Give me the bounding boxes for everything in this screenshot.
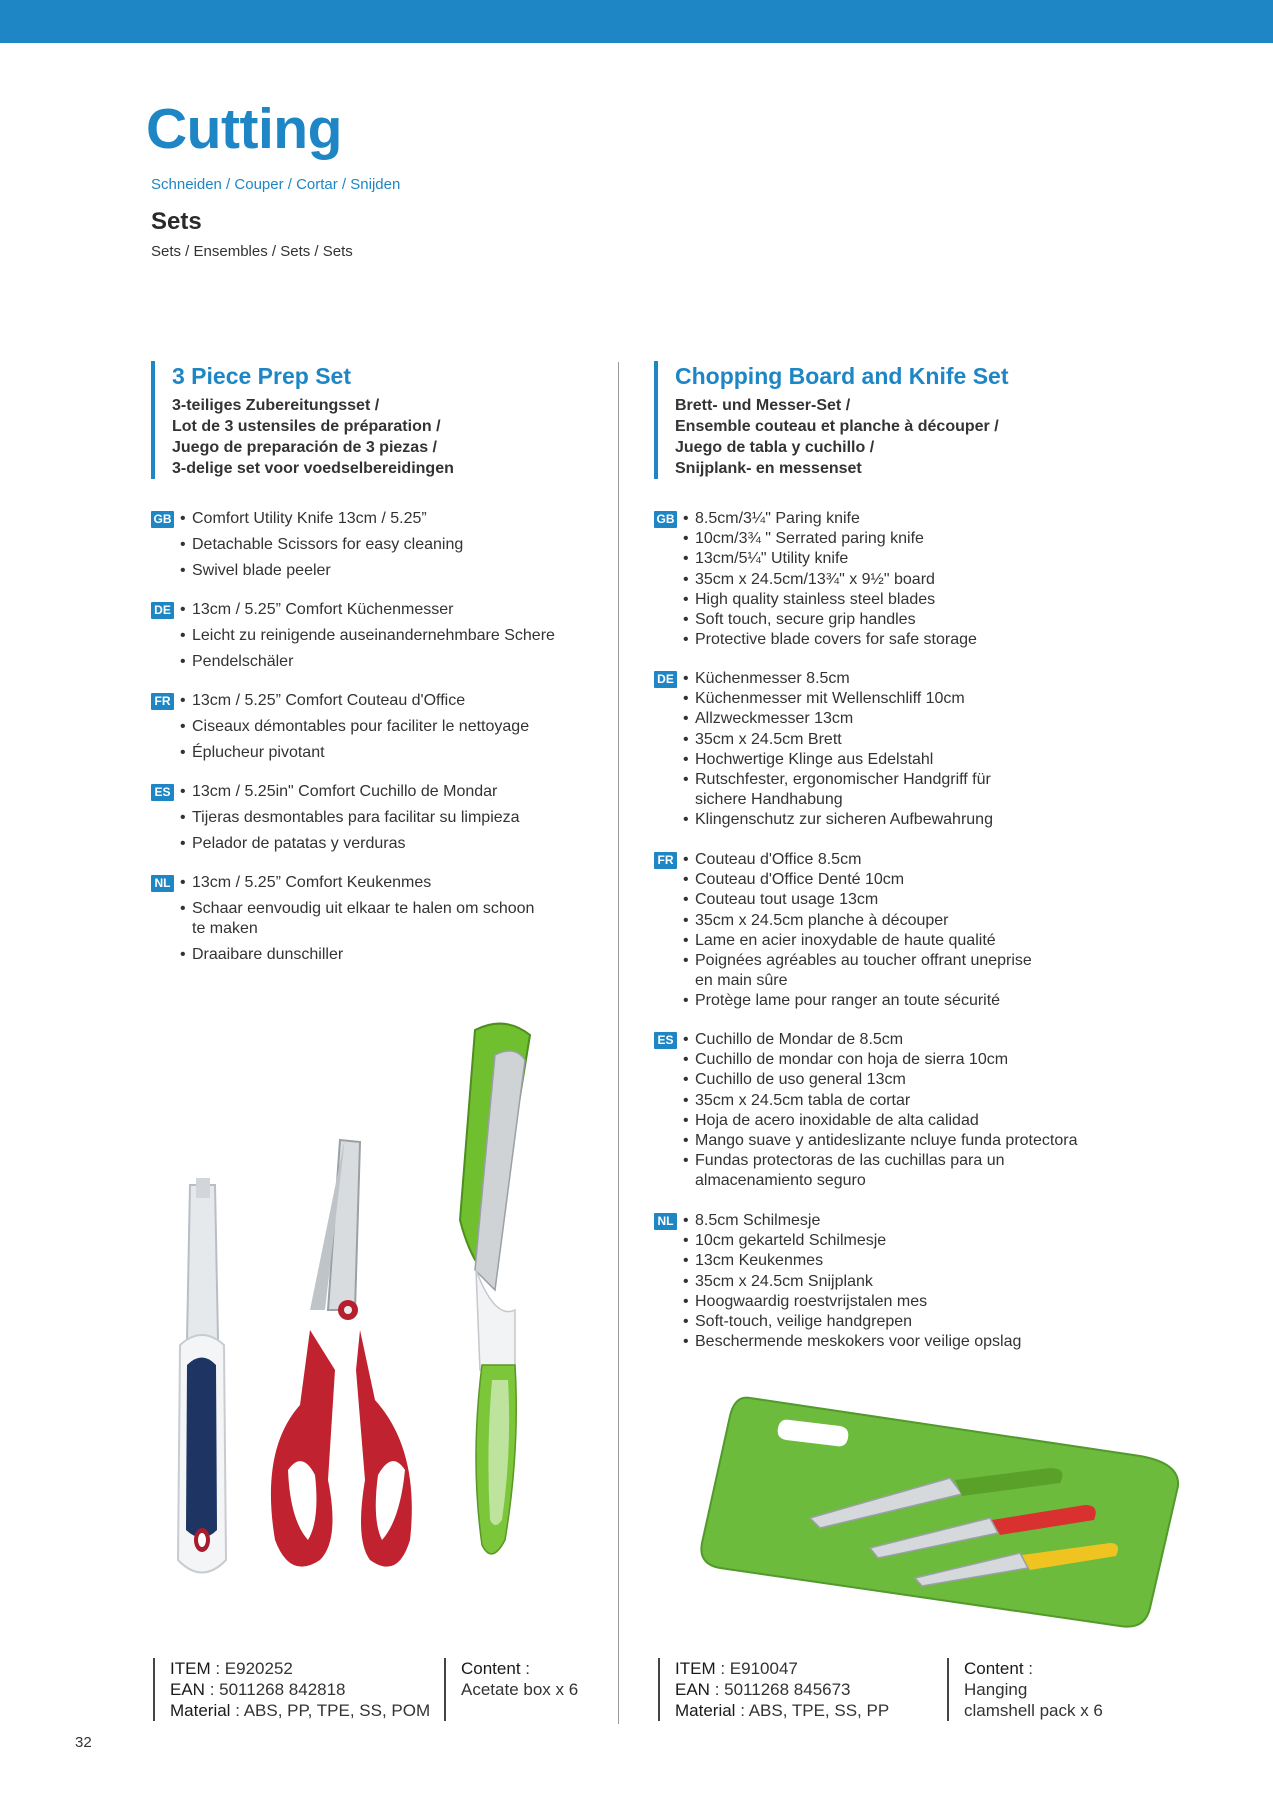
chopping-board — [701, 1398, 1178, 1627]
list-item: • 35cm x 24.5cm Snijplank — [683, 1272, 1021, 1292]
material-value: ABS, PP, TPE, SS, POM — [243, 1701, 431, 1720]
list-item: • Pelador de patatas y verduras — [180, 834, 520, 854]
list-item-text: Schaar eenvoudig uit elkaar te halen om schoon — [192, 900, 535, 917]
list-item: • Rutschfester, ergonomischer Handgriff für sichere Handhabung — [683, 770, 995, 810]
list-item: • 35cm x 24.5cm tabla de cortar — [683, 1091, 1077, 1111]
translation-line: Snijplank- en messenset — [675, 460, 862, 477]
list-item: • 10cm/3¾ " Serrated paring knife — [683, 529, 977, 549]
content-value: clamshell pack x 6 — [964, 1701, 1103, 1720]
feature-list — [180, 509, 463, 587]
translation-line: Lot de 3 ustensiles de préparation / — [172, 418, 441, 435]
list-item: • Mango suave y antideslizante ncluye funda protectora — [683, 1131, 1077, 1151]
feature-list — [180, 873, 534, 971]
feature-list — [683, 1030, 1077, 1192]
ean-label: EAN — [170, 1680, 205, 1699]
item-label: ITEM — [675, 1659, 716, 1678]
material-line: Material : ABS, TPE, SS, PP — [675, 1701, 890, 1720]
list-item: • 13cm / 5.25” Comfort Couteau d'Office — [180, 691, 529, 711]
ean-line: EAN : 5011268 842818 — [170, 1680, 346, 1699]
lang-badge: NL — [151, 875, 174, 892]
translation-line: Brett- und Messer-Set / — [675, 397, 851, 414]
lang-badge: ES — [151, 784, 174, 801]
left-product-translations — [172, 395, 454, 479]
list-item: • Soft-touch, veilige handgrepen — [683, 1312, 1021, 1332]
list-item: • Couteau tout usage 13cm — [683, 890, 1051, 910]
content-label: Content — [461, 1659, 521, 1678]
ean-line: EAN : 5011268 845673 — [675, 1680, 851, 1699]
ean-label: EAN — [675, 1680, 710, 1699]
peeler-image — [178, 1178, 226, 1573]
translation-line: Ensemble couteau et planche à découper / — [675, 418, 999, 435]
feature-list — [180, 600, 555, 678]
right-product-image — [690, 1368, 1190, 1628]
list-item: • Allzweckmesser 13cm — [683, 709, 995, 729]
feature-list — [180, 691, 529, 769]
list-item: • Couteau d'Office Denté 10cm — [683, 870, 1051, 890]
list-item: • Fundas protectoras de las cuchillas para un almacenamiento seguro — [683, 1151, 1035, 1191]
feature-list — [180, 782, 520, 860]
column-divider — [618, 362, 619, 1724]
list-item: • Hoogwaardig roestvrijstalen mes — [683, 1292, 1021, 1312]
item-number-line: ITEM : E910047 — [675, 1659, 798, 1678]
section-title: Sets — [151, 208, 202, 235]
material-label: Material — [675, 1701, 736, 1720]
material-line: Material : ABS, PP, TPE, SS, POM — [170, 1701, 431, 1720]
translation-line: Juego de preparación de 3 piezas / — [172, 439, 437, 456]
lang-badge: GB — [654, 511, 677, 528]
content-value: Acetate box x 6 — [461, 1680, 579, 1699]
ean-value: 5011268 842818 — [219, 1680, 346, 1699]
feature-list — [683, 850, 1051, 1012]
list-item: • 13cm / 5.25in" Comfort Cuchillo de Mondar — [180, 782, 520, 802]
list-item: • Hoja de acero inoxidable de alta calidad — [683, 1111, 1077, 1131]
list-item: • Hochwertige Klinge aus Edelstahl — [683, 750, 995, 770]
list-item: • 8.5cm/3¼" Paring knife — [683, 509, 977, 529]
page-title: Cutting — [146, 97, 342, 161]
left-product-header — [151, 361, 454, 479]
right-product-title: Chopping Board and Knife Set — [675, 363, 1009, 389]
left-product-title: 3 Piece Prep Set — [172, 363, 351, 389]
list-item: • Tijeras desmontables para facilitar su limpieza — [180, 808, 520, 828]
lang-badge: NL — [654, 1213, 677, 1230]
lang-badge: DE — [654, 671, 677, 688]
material-value: ABS, TPE, SS, PP — [748, 1701, 890, 1720]
material-label: Material — [170, 1701, 231, 1720]
list-item: • 13cm Keukenmes — [683, 1251, 1021, 1271]
translation-line: 3-delige set voor voedselbereidingen — [172, 460, 454, 477]
list-item: • Cuchillo de Mondar de 8.5cm — [683, 1030, 1077, 1050]
lang-badge: ES — [654, 1032, 677, 1049]
list-item: • Küchenmesser 8.5cm — [683, 669, 995, 689]
board-set-illustration — [690, 1368, 1190, 1628]
list-item: • Küchenmesser mit Wellenschliff 10cm — [683, 689, 995, 709]
list-item: • Lame en acier inoxydable de haute qualité — [683, 931, 1051, 951]
spacer — [461, 1700, 578, 1721]
page-number: 32 — [75, 1734, 92, 1751]
ean-value: 5011268 845673 — [724, 1680, 851, 1699]
list-item: • 10cm gekarteld Schilmesje — [683, 1231, 1021, 1251]
section-subtitle: Sets / Ensembles / Sets / Sets — [151, 243, 353, 260]
list-item: • Couteau d'Office 8.5cm — [683, 850, 1051, 870]
list-item: • 35cm x 24.5cm/13¾" x 9½" board — [683, 570, 977, 590]
left-product-image — [160, 1020, 580, 1600]
feature-list — [683, 1211, 1021, 1352]
list-item: • High quality stainless steel blades — [683, 590, 977, 610]
content-label: Content — [964, 1659, 1024, 1678]
list-item: • Draaibare dunschiller — [180, 945, 534, 965]
list-item: • 13cm / 5.25” Comfort Küchenmesser — [180, 600, 555, 620]
feature-list — [683, 669, 995, 831]
list-item: • 13cm/5¼" Utility knife — [683, 549, 977, 569]
list-item: • Klingenschutz zur sicheren Aufbewahrung — [683, 810, 995, 830]
content-label-line: Content : — [461, 1659, 530, 1678]
list-item: • Protège lame pour ranger an toute sécurité — [683, 991, 1051, 1011]
list-item: • 13cm / 5.25” Comfort Keukenmes — [180, 873, 534, 893]
list-item: • Detachable Scissors for easy cleaning — [180, 535, 463, 555]
list-item: • Poignées agréables au toucher offrant uneprise en main sûre — [683, 951, 1051, 991]
page-subtitle: Schneiden / Couper / Cortar / Snijden — [151, 176, 401, 193]
list-item: • 35cm x 24.5cm Brett — [683, 730, 995, 750]
list-item: • Protective blade covers for safe storage — [683, 630, 977, 650]
right-content-info — [947, 1658, 1103, 1721]
lang-badge: GB — [151, 511, 174, 528]
scissors-image — [271, 1138, 412, 1567]
content-value: Hanging — [964, 1680, 1028, 1699]
right-item-info — [658, 1658, 889, 1721]
prep-set-illustration — [160, 1020, 580, 1600]
translation-line: Juego de tabla y cuchillo / — [675, 439, 875, 456]
right-product-translations — [675, 395, 1009, 479]
item-number: E920252 — [224, 1659, 293, 1678]
content-label-line: Content : — [964, 1659, 1033, 1678]
left-content-info — [444, 1658, 578, 1721]
list-item: • Ciseaux démontables pour faciliter le nettoyage — [180, 717, 529, 737]
top-color-bar — [0, 0, 1273, 43]
list-item: • Cuchillo de uso general 13cm — [683, 1070, 1077, 1090]
list-item: • Leicht zu reinigende auseinandernehmbare Schere — [180, 626, 555, 646]
left-item-info — [153, 1658, 430, 1721]
item-label: ITEM — [170, 1659, 211, 1678]
lang-badge: FR — [151, 693, 174, 710]
lang-badge: FR — [654, 852, 677, 869]
lang-badge: DE — [151, 602, 174, 619]
list-item — [180, 899, 534, 939]
list-item: • Comfort Utility Knife 13cm / 5.25” — [180, 509, 463, 529]
list-item: • Beschermende meskokers voor veilige opslag — [683, 1332, 1021, 1352]
knife-image — [460, 1024, 530, 1554]
list-item: • Soft touch, secure grip handles — [683, 610, 977, 630]
feature-list — [683, 509, 977, 650]
item-number-line: ITEM : E920252 — [170, 1659, 293, 1678]
list-item-continuation: te maken — [192, 920, 258, 937]
list-item: • 8.5cm Schilmesje — [683, 1211, 1021, 1231]
item-number: E910047 — [729, 1659, 798, 1678]
right-product-header — [654, 361, 1009, 479]
list-item: • Pendelschäler — [180, 652, 555, 672]
list-item: • Éplucheur pivotant — [180, 743, 529, 763]
translation-line: 3-teiliges Zubereitungsset / — [172, 397, 380, 414]
list-item: • 35cm x 24.5cm planche à découper — [683, 911, 1051, 931]
list-item: • Swivel blade peeler — [180, 561, 463, 581]
list-item: • Cuchillo de mondar con hoja de sierra 10cm — [683, 1050, 1077, 1070]
